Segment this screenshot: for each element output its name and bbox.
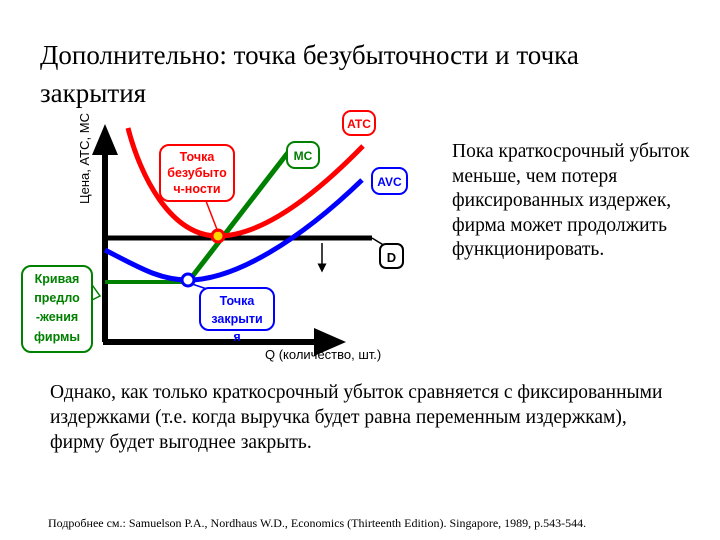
- supply-callout-line-4: фирмы: [33, 330, 81, 344]
- breakeven-callout-leader: [206, 201, 218, 232]
- avc-label: AVC: [377, 175, 402, 189]
- shutdown-callout-line-1: Точка: [219, 294, 255, 308]
- supply-callout-line-2: предло: [34, 291, 80, 305]
- atc-label: ATC: [347, 117, 371, 131]
- supply-callout-line-1: Кривая: [34, 272, 80, 286]
- footnote: Подробнее см.: Samuelson P.A., Nordhaus W.D., Economics (Thirteenth Edition). Singapore, 1989, p.543-544.: [48, 516, 587, 530]
- shutdown-callout-line-2: закрыти: [211, 312, 263, 326]
- slide-title: Дополнительно: точка безубыточности и точка закрытия: [40, 40, 579, 108]
- y-axis-label: Цена, ATC, MC: [77, 113, 92, 204]
- shutdown-callout-line-3: я: [233, 330, 241, 344]
- breakeven-callout-line-3: ч-ности: [173, 182, 221, 196]
- breakeven-callout-line-1: Точка: [179, 150, 215, 164]
- bottom-explanation: Однако, как только краткосрочный убыток сравняется с фиксированными издержками (т.е. когда выручка будет равна переменным издержкам), фирму будет выгоднее закрыть.: [50, 382, 663, 453]
- mc-label: MC: [293, 149, 313, 163]
- y-axis-arrow: [92, 124, 118, 155]
- supply-callout-line-3: -жения: [35, 310, 79, 324]
- side-explanation: Пока краткосрочный убыток меньше, чем потеря фиксированных издержек, фирма может продолжить функционировать.: [452, 141, 690, 260]
- breakeven-callout-line-2: безубыто: [167, 166, 227, 180]
- x-axis-label: Q (количество, шт.): [265, 347, 382, 362]
- demand-label: D: [386, 250, 397, 265]
